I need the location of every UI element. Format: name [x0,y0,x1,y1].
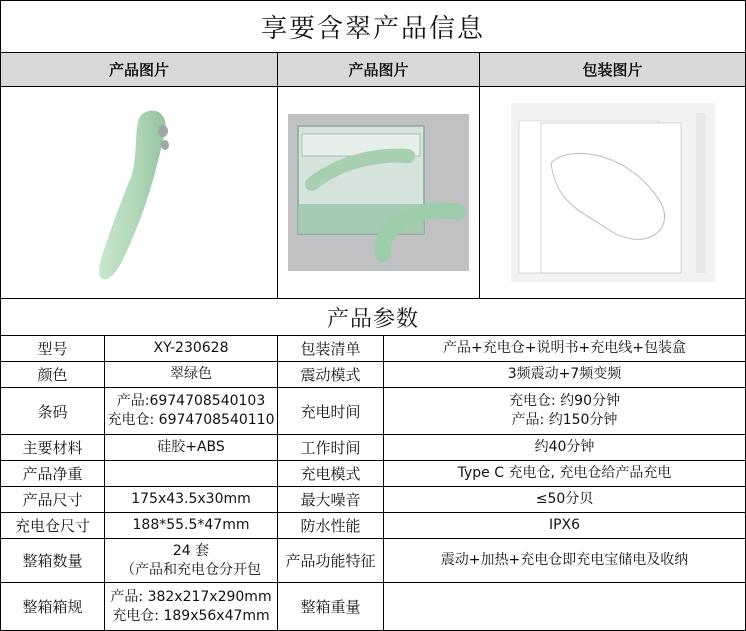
params-section-title: 产品参数 [0,298,746,336]
param-value [383,387,746,435]
param-value [383,538,746,583]
param-value-line: 硅胶+ABS [157,439,225,455]
param-value [104,361,278,388]
param-label: 颜色 [0,361,105,388]
param-value-line: 充电仓: 6974708540110 [107,412,275,428]
packaging-box-image [511,103,715,282]
param-label: 产品净重 [0,460,105,487]
param-value-line: 翠绿色 [170,366,212,382]
param-label: 包装清单 [277,335,384,362]
param-value [383,361,746,388]
param-value-line: 产品: 382x217x290mm [110,588,272,605]
param-value-line: 充电仓: 189x56x47mm [112,607,270,624]
param-label: 产品尺寸 [0,486,105,513]
param-label: 条码 [0,387,105,435]
param-value-line: Type C 充电仓, 充电仓给产品充电 [457,465,672,481]
param-value-line: 175x43.5x30mm [131,491,251,507]
param-value [104,387,278,435]
param-value [383,582,746,631]
param-label: 型号 [0,335,105,362]
param-value [104,486,278,513]
param-label: 工作时间 [277,434,384,461]
param-value [104,335,278,362]
param-value-line: 3频震动+7频变频 [507,366,622,382]
param-label: 整箱箱规 [0,582,105,631]
param-value [383,486,746,513]
product-device-image [1,87,277,298]
product-with-case-image [288,114,469,271]
param-label: 震动模式 [277,361,384,388]
param-value [104,512,278,539]
param-value [104,538,278,583]
param-value [383,512,746,539]
param-value [383,460,746,487]
param-label: 整箱数量 [0,538,105,583]
param-value [383,434,746,461]
param-label: 充电仓尺寸 [0,512,105,539]
param-value-line: 产品: 约150分钟 [511,412,618,428]
param-value-line: 188*55.5*47mm [132,517,250,533]
param-label: 整箱重量 [277,582,384,631]
param-value-line: 约40分钟 [534,439,595,455]
param-value-line: 产品+充电仓+说明书+充电线+包装盒 [443,340,686,356]
image-header-3: 包装图片 [479,52,746,87]
param-value-line: （产品和充电仓分开包 [121,561,261,578]
param-value [104,582,278,631]
param-value-line: XY-230628 [153,340,229,356]
product-photo-1 [0,86,278,299]
param-label: 充电时间 [277,387,384,435]
param-value-line: 产品:6974708540103 [116,393,266,409]
param-label: 防水性能 [277,512,384,539]
param-value-line: IPX6 [548,517,581,533]
param-value-line: 24 套 [172,542,210,559]
packaging-photo [479,86,746,299]
param-value-line: ≤50分贝 [535,491,594,507]
param-label: 产品功能特征 [277,538,384,583]
param-value [104,460,278,487]
image-header-1: 产品图片 [0,52,278,87]
param-label: 充电模式 [277,460,384,487]
param-value [383,335,746,362]
param-label: 最大噪音 [277,486,384,513]
param-value-line: 充电仓: 约90分钟 [509,393,620,409]
param-label: 主要材料 [0,434,105,461]
image-header-2: 产品图片 [277,52,480,87]
param-value-line: 震动+加热+充电仓即充电宝储电及收纳 [440,552,689,568]
param-value [104,434,278,461]
product-photo-2 [277,86,480,299]
page-title: 享要含翠产品信息 [0,0,746,53]
